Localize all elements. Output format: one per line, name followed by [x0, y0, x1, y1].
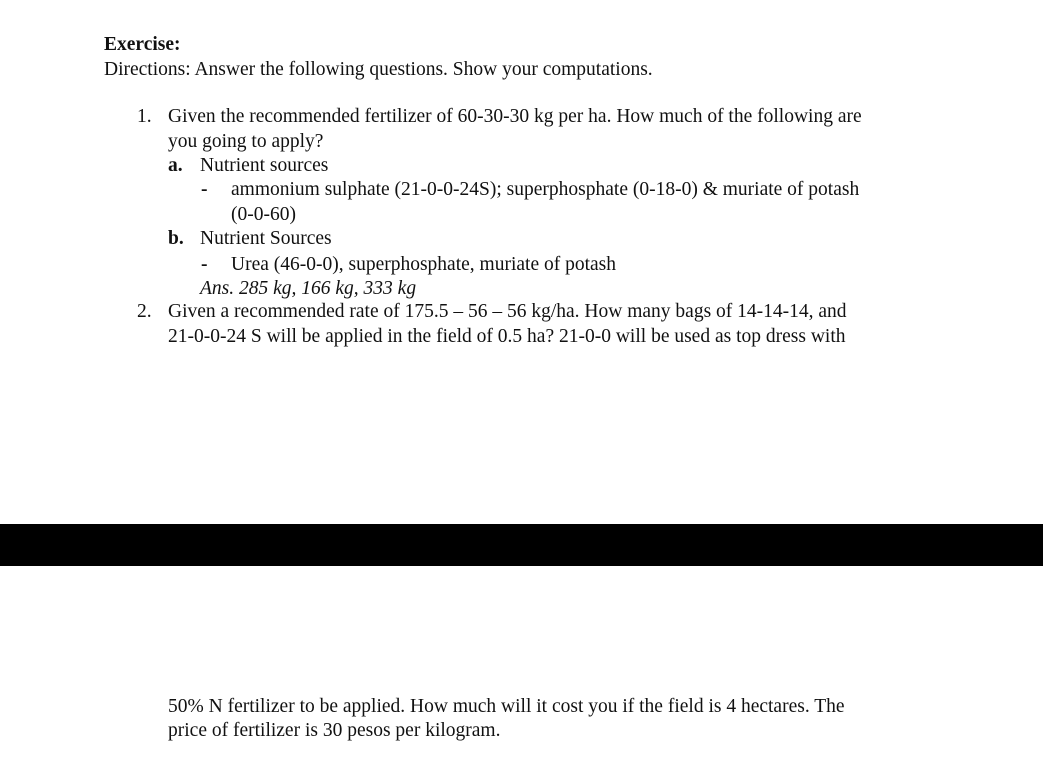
q2-line-1: Given a recommended rate of 175.5 – 56 – 56 kg/ha. How many bags of 14-14-14, and — [168, 301, 847, 322]
exercise-heading: Exercise: — [104, 34, 181, 55]
q1-a-bullet-line-2: (0-0-60) — [231, 204, 296, 225]
q1-answer: Ans. 285 kg, 166 kg, 333 kg — [200, 278, 417, 299]
q1-a-dash: - — [201, 179, 208, 200]
q1-b-bullet-line-1: Urea (46-0-0), superphosphate, muriate of potash — [231, 254, 617, 275]
q1-b-label: b. — [168, 228, 184, 249]
q1-line-1: Given the recommended fertilizer of 60-30-30 kg per ha. How much of the following are — [168, 106, 862, 127]
q1-b-text: Nutrient Sources — [200, 228, 332, 249]
q1-a-bullet-line-1: ammonium sulphate (21-0-0-24S); superphosphate (0-18-0) & muriate of potash — [231, 179, 860, 200]
q2-number: 2. — [137, 301, 152, 322]
q1-b-dash: - — [201, 254, 208, 275]
directions-text: Directions: Answer the following questions. Show your computations. — [104, 59, 653, 80]
black-redaction-band — [0, 524, 1043, 566]
q2-line-2: 21-0-0-24 S will be applied in the field of 0.5 ha? 21-0-0 will be used as top dress with — [168, 326, 846, 347]
q1-number: 1. — [137, 106, 152, 127]
q2-line-3: 50% N fertilizer to be applied. How much will it cost you if the field is 4 hectares. The — [168, 696, 845, 717]
q1-a-text: Nutrient sources — [200, 155, 329, 176]
q1-a-label: a. — [168, 155, 183, 176]
q2-line-4: price of fertilizer is 30 pesos per kilogram. — [168, 720, 501, 741]
q1-line-2: you going to apply? — [168, 131, 324, 152]
